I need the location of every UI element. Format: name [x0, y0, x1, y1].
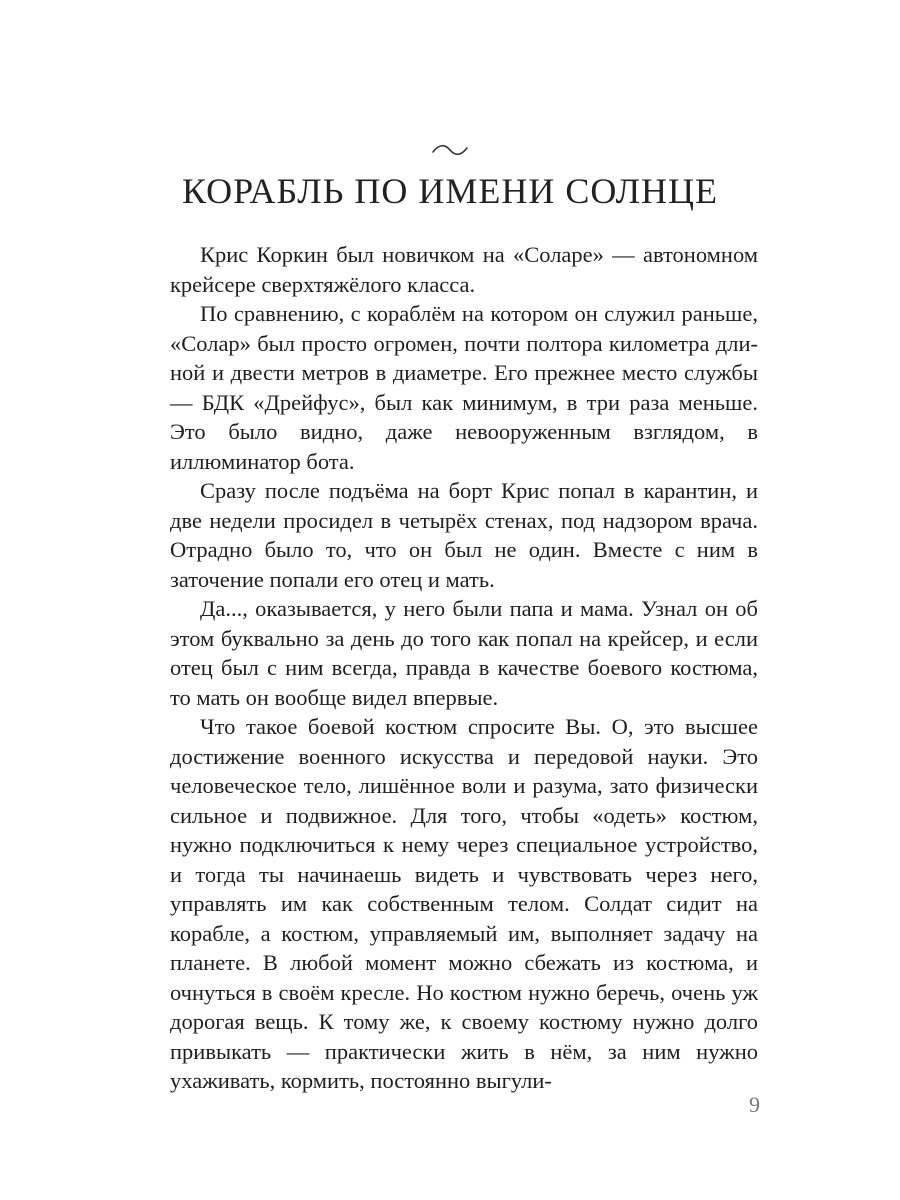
- paragraph: По сравнению, с кораблём на котором он служил раньше, «Солар» был просто огромен, почти полтора километра длиной и двести метров в диаметре. Его прежнее место службы — БДК «Дрейфус», был как минимум, в три раза меньше. Это было видно, даже невооруженным взглядом, в иллюминатор бота.: [170, 301, 758, 474]
- chapter-body: [170, 240, 758, 1096]
- paragraph: Что такое боевой костюм спросите Вы. О, это высшее достижение военного искусства и передовой науки. Это человеческое тело, лишённое воли и разума, зато физически сильное и подвижное. Для того, чтобы «одеть» костюм, нужно подключиться к нему через специальное устройство, и тогда ты начинаешь видеть и чувствовать через него, управлять им как собственным телом. Солдат сидит на корабле, а костюм, управляемый им, выполняет задачу на планете. В любой момент можно сбежать из костюма, и очнуться в своём кресле. Но костюм нужно беречь, очень уж дорогая вещь. К тому же, к своему костюму нужно долго привыкать — практически жить в нём, за ним нужно ухаживать, кормить, постоянно выгули-: [170, 714, 758, 1093]
- paragraph: Крис Коркин был новичком на «Соларе» — автономном крейсере сверхтяжёлого класса.: [170, 242, 758, 297]
- paragraph: Сразу после подъёма на борт Крис попал в карантин, и две недели просидел в четырёх стенах, под надзором врача. Отрадно было то, что он был не один. Вместе с ним в заточение попали его отец и мать.: [170, 478, 758, 592]
- chapter-title: КОРАБЛЬ ПО ИМЕНИ СОЛНЦЕ: [182, 171, 718, 211]
- tilde-ornament: [0, 142, 900, 164]
- page-number: 9: [749, 1092, 760, 1117]
- paragraph: Да..., оказывается, у него были папа и мама. Узнал он об этом буквально за день до того как попал на крейсер, и если отец был с ним всегда, правда в качестве боевого костюма, то мать он вообще видел впервые.: [170, 596, 758, 710]
- tilde-ornament-icon: [430, 142, 470, 158]
